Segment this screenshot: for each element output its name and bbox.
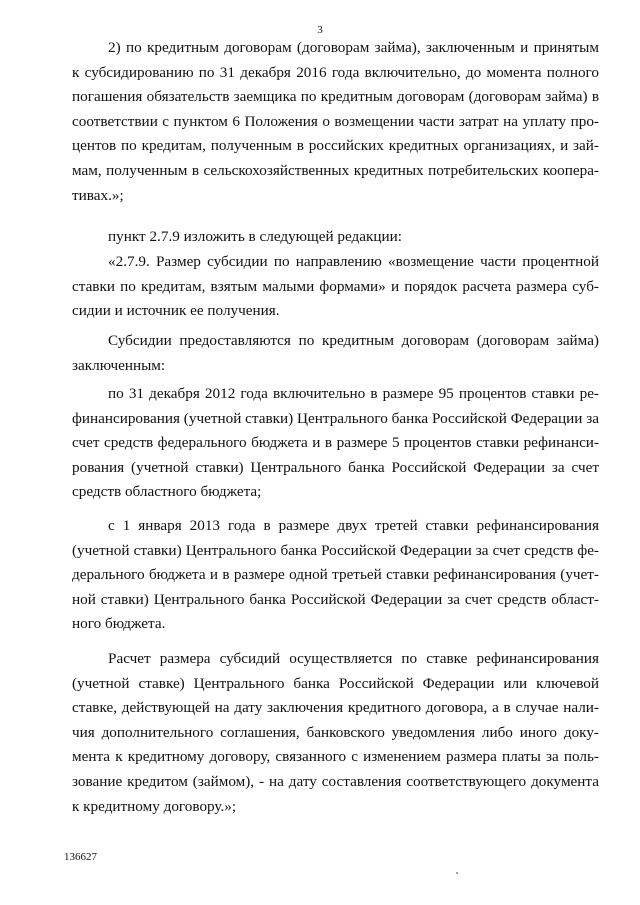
text-line: центов по кредитам, полученным в российских кредитных организациях, и зай-	[72, 137, 599, 155]
text-line: ного бюджета.	[72, 615, 166, 633]
text-line: (учетной ставки) Центрального банка Российской Федерации за счет средств фе-	[72, 541, 599, 559]
paragraph-7	[72, 647, 599, 819]
text-line: «2.7.9. Размер субсидии по направлению «возмещение части процентной	[108, 253, 599, 270]
text-line: ставки по кредитам, взятым малыми формами» и порядок расчета размера суб-	[72, 277, 599, 295]
text-line: ной ставки) Центрального банка Российской Федерации за счет средств област-	[72, 590, 599, 608]
text-line: средств областного бюджета;	[72, 483, 262, 501]
document-code: 136627	[64, 851, 97, 863]
paragraph-2	[72, 225, 599, 250]
text-line: к кредитному договору.»;	[72, 797, 237, 815]
text-line: финансирования (учетной ставки) Центрального банка Российской Федерации за	[72, 409, 599, 427]
text-line: 2) по кредитным договорам (договорам займа), заключенным и принятым	[108, 39, 599, 56]
paragraph-4	[72, 329, 599, 378]
text-line: тивах.»;	[72, 186, 124, 204]
paragraph-3	[72, 250, 599, 324]
text-line: зование кредитом (займом), - на дату составления соответствующего документа	[72, 772, 599, 790]
text-line: погашения обязательств заемщика по кредитным договорам (договорам займа) в	[72, 88, 599, 106]
text-line: соответствии с пунктом 6 Положения о возмещении части затрат на уплату про-	[72, 112, 599, 130]
text-line: к субсидированию по 31 декабря 2016 года включительно, до момента полного	[72, 63, 599, 81]
text-line: Расчет размера субсидий осуществляется по ставке рефинансирования	[108, 650, 599, 667]
text-line: заключенным:	[72, 356, 166, 374]
text-line: счет средств федерального бюджета и в размере 5 процентов ставки рефинанси-	[72, 434, 599, 452]
page-number: 3	[317, 24, 323, 36]
text-line: рования (учетной ставки) Центрального банка Российской Федерации за счет	[72, 458, 599, 476]
text-line: сидии и источник ее получения.	[72, 302, 280, 320]
text-line: чия дополнительного соглашения, банковского уведомления либо иного доку-	[72, 723, 599, 741]
scan-speck	[456, 872, 458, 874]
text-line: мам, полученным в сельскохозяйственных кредитных потребительских коопера-	[72, 161, 599, 179]
text-line: пункт 2.7.9 изложить в следующей редакции:	[108, 228, 402, 245]
text-line: (учетной ставке) Центрального банка Российской Федерации или ключевой	[72, 674, 599, 692]
text-line: с 1 января 2013 года в размере двух третей ставки рефинансирования	[108, 517, 599, 534]
text-line: мента к кредитному договору, связанного с изменением размера платы за поль-	[72, 748, 599, 766]
text-line: ставке, действующей на дату заключения кредитного договора, а в случае нали-	[72, 699, 599, 717]
paragraph-1	[72, 36, 599, 208]
text-line: по 31 декабря 2012 года включительно в размере 95 процентов ставки ре-	[108, 385, 599, 402]
text-line: дерального бюджета и в размере одной третьей ставки рефинансирования (учет-	[72, 566, 599, 584]
paragraph-5	[72, 382, 599, 505]
text-line: Субсидии предоставляются по кредитным договорам (договорам займа)	[108, 332, 599, 349]
paragraph-6	[72, 514, 599, 637]
